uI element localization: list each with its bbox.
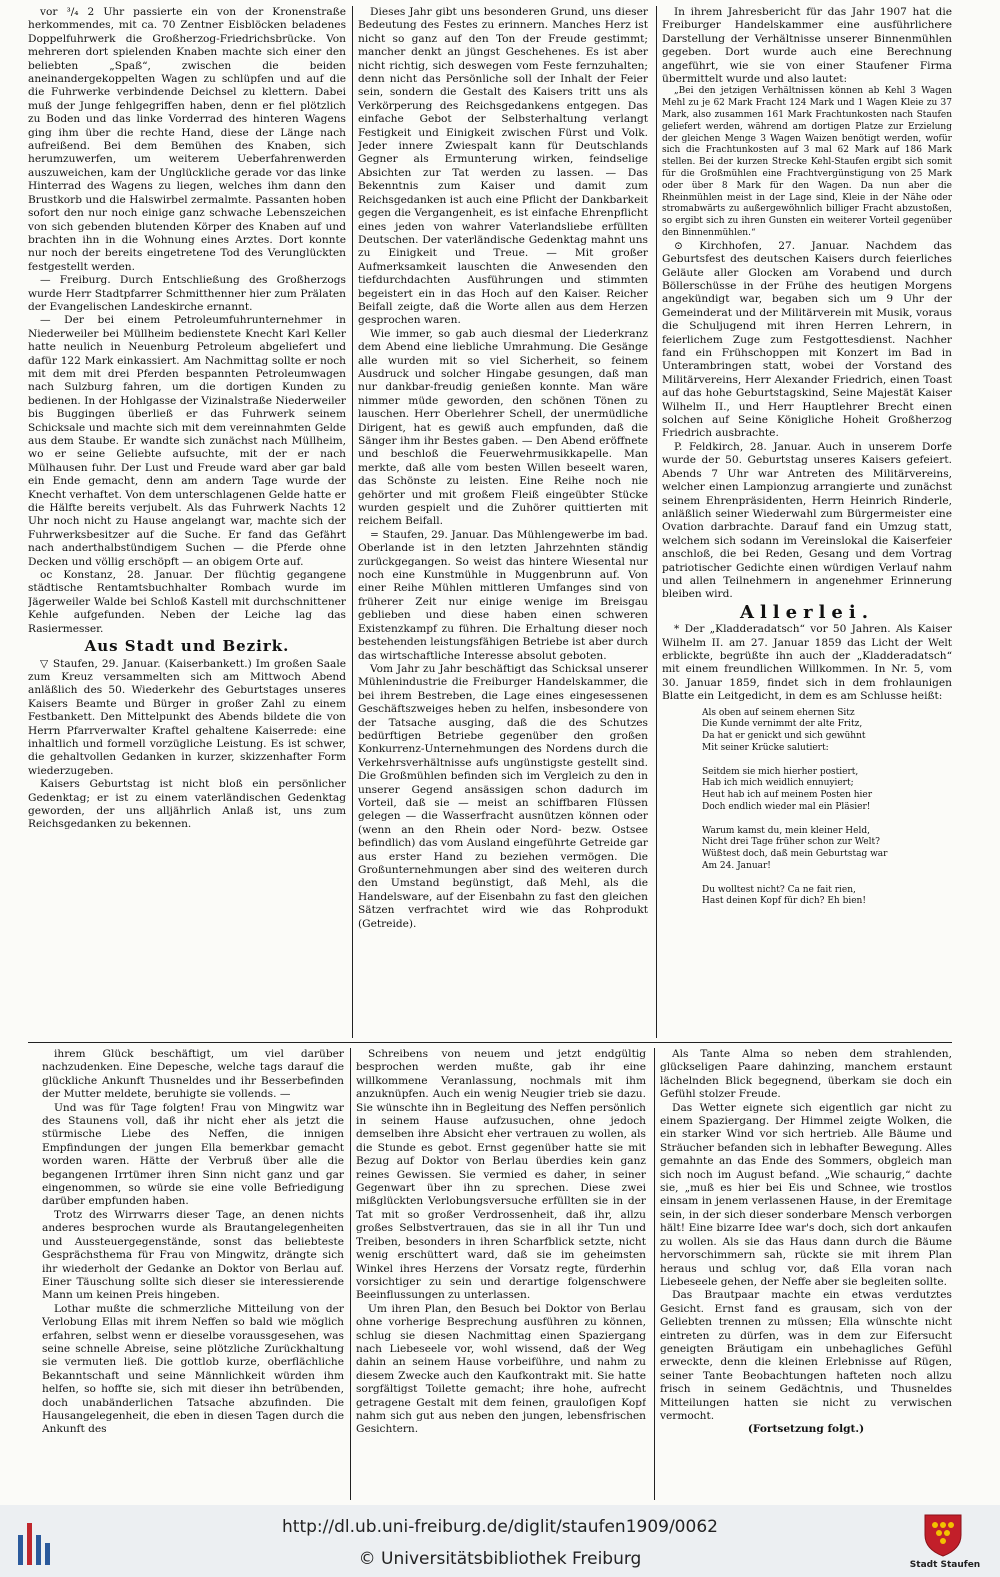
article-paragraph: Um ihren Plan, den Besuch bei Doktor von Berlau ohne vorherige Besprechung ausführen zu können, schlug sie diesen Nachmittag einen Spaziergang nach Liebeseele vor, wohl wissend, daß der Weg dahin an seinem Hause vorbeiführe, und nahm zu diesem Zwecke auch den Kaufkontrakt mit. Sie hatte sorgfältigst Toilette gemacht; ihre hohe, aufrecht getragene Gestalt mit dem feinen, grauloſigen Kopf nahm sich gut aus neben den jungen, lebensfrischen Gesichtern. (356, 1302, 646, 1436)
column-rule (352, 6, 353, 1038)
lower-column-1 (42, 1048, 344, 1500)
source-url[interactable]: http://dl.ub.uni-freiburg.de/diglit/staufen1909/0062 (282, 1517, 718, 1537)
article-paragraph: Und was für Tage folgten! Frau von Mingwitz war des Staunens voll, daß ihr nicht eher als jetzt die stürmische Liebe des Neffen, die innigen Empfindungen der jungen Ella bemerkbar gemacht worden waren. Hätte der Verbruß über alle die begangenen Irrtümer ihren Sinn nicht ganz und gar eingenommen, so würde sie eine volle Befriedigung darüber empfunden haben. (42, 1101, 344, 1208)
article-paragraph: Schreibens von neuem und jetzt endgültig besprochen werden mußte, gab ihr eine willkommene Veranlassung, nochmals mit ihm anzuknüpfen. Auch ein wenig Neugier trieb sie dazu. Sie wünschte ihn in Begleitung des Neffen persönlich in seinem Hause aufzusuchen, ohne jedoch demselben ihre Absicht eher vertrauen zu wollen, als die Stunde es gebot. Ernst gegenüber hatte sie mit Bezug auf Doktor von Berlau überdies kein ganz reines Gewissen. Sie vermied es daher, in seiner Gegenwart über ihn zu sprechen. Diese zwei mißglückten Verlobungsversuche erfüllten sie in der Tat mit so großer Verdrossenheit, daß ihr, allzu großes Selbstvertrauen, das sie in all ihr Tun und Treiben, besonders in ihren Scharfblick setzte, nicht wenig erschüttert ward, daß sie im geheimsten Winkel ihres Herzens der Vorsatz regte, fürderhin vorsichtiger zu sein und derartige folgenschwere Beeinflussungen zu unterlassen. (356, 1048, 646, 1302)
article-paragraph: Kaisers Geburtstag ist nicht bloß ein persönlicher Gedenktag; er ist zu einem vaterländischen Gedenktag geworden, der uns alljährlich Anlaß ist, uns zum Reichsgedanken zu bekennen. (28, 778, 346, 831)
column-rule (350, 1048, 351, 1500)
article-paragraph: * Der „Kladderadatsch“ vor 50 Jahren. Als Kaiser Wilhelm II. am 27. Januar 1859 das Licht der Welt erblickte, begrüßte ihn auch der „Kladderadatsch“ mit einem freundlichen Willkommen. In Nr. 5, vom 30. Januar 1859, findet sich in dem frohlaunigen Blatte ein Leitgedicht, in dem es am Schlusse heißt: (662, 623, 952, 703)
article-paragraph: Lothar mußte die schmerzliche Mitteilung von der Verlobung Ellas mit ihrem Neffen so bald wie möglich erfahren, selbst wenn er dieselbe voraussgesehen, was seine schnelle Abreise, seine plötzliche Zurückhaltung sie vermuten ließ. Die gottlob kurze, oberflächliche Bekanntschaft und seine Männlichkeit würden ihm helfen, so hoffte sie, sich mit dieser ihn betrübenden, doch unabänderlichen Tatsache abzufinden. Die Hausangelegenheit, die eben in diesen Tagen durch die Ankunft des (42, 1302, 344, 1436)
article-paragraph: Dieses Jahr gibt uns besonderen Grund, uns dieser Bedeutung des Festes zu erinnern. Manches Herz ist nicht so ganz auf den Ton der Freude gestimmt; mancher denkt an jüngst Geschehenes. Es ist aber nicht richtig, sich deswegen vom Feste fernzuhalten; denn nicht das Persönliche soll der Inhalt der Feier sein, sondern die Gestalt des Kaisers tritt uns als Verkörperung des Reichsgedankens entgegen. Das einfache Gebot der Selbsterhaltung verlangt Festigkeit und Einigkeit zwischen Fürst und Volk. Jeder innere Zwiespalt kann für Deutschlands Gegner als Ermunterung wirken, feindselige Absichten zur Tat werden zu lassen. — Das Bekenntnis zum Kaiser und damit zum Reichsgedanken ist auch eine Pflicht der Dankbarkeit gegen die Vergangenheit, es ist einfache Ehrenpflicht eines jeden von wahrer Vaterlandsliebe erfüllten Deutschen. Der vaterländische Gedenktag mahnt uns zu Einigkeit und Treue. — Mit großer Aufmerksamkeit lauschten die Anwesenden den tiefdurchdachten Ausführungen und stimmten begeistert ein in das Hoch auf den Kaiser. Reicher Beifall zeigte, daß die Worte allen aus dem Herzen gesprochen waren. (358, 6, 648, 327)
article-paragraph: Als Tante Alma so neben dem strahlenden, glückseligen Paare dahinzing, manchem erstaunt lächelnden Blick begegnend, überkam sie doch ein Gefühl stolzer Freude. (660, 1048, 952, 1101)
column-rule (654, 1048, 655, 1500)
upper-column-2 (358, 6, 648, 1038)
article-paragraph: ⊙ Kirchhofen, 27. Januar. Nachdem das Geburtsfest des deutschen Kaisers durch feierliches Geläute aller Glocken am Vorabend und durch Böllerschüsse in der Frühe des heutigen Morgens angekündigt war, begaben sich um 9 Uhr der Gemeinderat und der Militärverein mit Musik, voraus die Schuljugend mit ihren Herren Lehrern, in feierlichem Zuge zum Festgottesdienst. Nachher fand ein Frühschoppen mit Konzert im Bad in Unterambringen statt, wobei der Vorstand des Militärvereins, Herr Alexander Friedrich, einen Toast auf das hohe Geburtstagskind, Seine Majestät Kaiser Wilhelm II., und Herr Hauptlehrer Brecht einen solchen auf Seine Königliche Hoheit Großherzog Friedrich ausbrachte. (662, 239, 952, 440)
crest-label: Stadt Staufen (909, 1560, 981, 1570)
article-paragraph: ihrem Glück beschäftigt, um viel darüber nachzudenken. Eine Depesche, welche tags darauf die glückliche Ankunft Thusneldes und ihr Besserbefinden der Mutter meldete, beruhigte sie vollends. — (42, 1048, 344, 1101)
article-paragraph: Wie immer, so gab auch diesmal der Liederkranz dem Abend eine liebliche Umrahmung. Die Gesänge alle wurden mit so viel Sicherheit, so feinem Ausdruck und solcher Hingabe gesungen, daß man nur dankbar-freudig genießen konnte. Man wäre nimmer müde geworden, den schönen Tönen zu lauschen. Herr Oberlehrer Schell, der unermüdliche Dirigent, hat es gewiß auch empfunden, daß die Sänger ihm ihr Bestes gaben. — Den Abend eröffnete und beschloß die Feuerwehrmusikkapelle. Man merkte, daß alle vom besten Willen beseelt waren, das Schönste zu leisten. Eine Reihe noch nie gehörter und mit großem Fleiß eingeübter Stücke wurden gespielt und die Zuhörer quittierten mit reichem Beifall. (358, 327, 648, 528)
article-paragraph: — Freiburg. Durch Entschließung des Großherzogs wurde Herr Stadtpfarrer Schmitthenner hier zum Prälaten der Evangelischen Landeskirche ernannt. (28, 274, 346, 313)
continuation-note: (Fortsetzung folgt.) (747, 1423, 865, 1436)
article-paragraph: — Der bei einem Petroleumfuhrunternehmer in Niederweiler bei Müllheim bedienstete Knecht Karl Keller hatte neulich in Neuenburg Petroleum abgeliefert und dafür 122 Mark einkassiert. Am Nachmittag sollte er noch mit dem mit drei Pferden bespannten Petroleumwagen nach Sulzburg fahren, um die dortigen Kunden zu bedienen. In der Hohlgasse der Vizinalstraße Niederweiler bis Buggingen überließ er das Fuhrwerk seinem Schicksale und machte sich mit dem vereinnahmten Gelde aus dem Staube. Er wandte sich zunächst nach Müllheim, wo er seine Geliebte aufsuchte, mit der er nach Mülhausen fuhr. Der Lust und Freude ward aber gar bald ein Ende gemacht, denn am andern Tage wurde der Knecht verhaftet. Von dem unterschlagenen Gelde hatte er die Hälfte bereits verjubelt. Als das Fuhrwerk Nachts 12 Uhr noch nicht zu Hause angelangt war, machte sich der Fuhrwerksbesitzer auf die Suche. Er fand das Gefährt nach anderthalbstündigem Suchen — die Pferde ohne Decken und völlig erschöpft — an obigem Orte auf. (28, 314, 346, 568)
staufen-coat-of-arms-icon (923, 1513, 963, 1557)
section-heading: Aus Stadt und Bezirk. (84, 637, 290, 656)
article-paragraph: In ihrem Jahresbericht für das Jahr 1907 hat die Freiburger Handelskammer eine ausführlichere Darstellung der Verhältnisse unserer Binnenmühlen gegeben. Dort wurde auch eine Berechnung angeführt, wie sie von einer Staufener Firma übermittelt wurde und also lautet: (662, 6, 952, 86)
viewer-footer (0, 1505, 1000, 1577)
page-divider (28, 1042, 952, 1043)
article-paragraph: ▽ Staufen, 29. Januar. (Kaiserbankett.) Im großen Saale zum Kreuz versammelten sich am Mittwoch Abend anläßlich des 50. Wiederkehr des Geburtstages unseres Kaisers Beamte und Bürger in großer Zahl zu einem Festbankett. Den Mittelpunkt des Abends bildete die von Herrn Pfarrverwalter Kraftel gehaltene Kaiserrede: eine inhaltlich und formell vorzügliche Leistung. Es ist schwer, die gehaltvollen Gedanken in kurzer, skizzenhafter Form wiederzugeben. (28, 657, 346, 777)
article-paragraph: Das Wetter eignete sich eigentlich gar nicht zu einem Spaziergang. Der Himmel zeigte Wolken, die ein starker Wind vor sich hertrieb. Alle Bäume und Sträucher befanden sich in lebhafter Bewegung. Alles gemahnte an das Ende des Sommers, obgleich man sich noch im August befand. „Wie schaurig,“ dachte sie, „muß es hier bei Eis und Schnee, wie trostlos einsam in jenem verlassenen Hause, in der Eremitage sein, in der sich dieser sonderbare Mensch verborgen hält! Eine bizarre Idee war's doch, sich dort ankaufen zu wollen. Als sie das Haus dann durch die Bäume hervorschimmern sah, rückte sie mit ihrem Plan heraus und schlug vor, daß Ella voran nach Liebeseele gehen, der Neffe aber sie begleiten sollte. (660, 1101, 952, 1288)
article-paragraph: = Staufen, 29. Januar. Das Mühlengewerbe im bad. Oberlande ist in den letzten Jahrzehnten ständig zurückgegangen. So weist das hintere Wiesental nur noch eine Kunstmühle in Muggenbrunn auf. Von einer Reihe Mühlen mittleren Umfanges sind von früherer Zeit nur einige wenige im Breisgau geblieben und diese haben einen schweren Existenzkampf zu führen. Die Erhaltung dieser noch bestehenden leistungsfähigen Betriebe ist aber durch das wirtschaftliche Interesse absolut geboten. (358, 528, 648, 662)
article-paragraph: oc Konstanz, 28. Januar. Der flüchtig gegangene städtische Rentamtsbuchhalter Rombach wurde im Jägerweiler Walde bei Schloß Kastell mit durchschnittener Kehle aufgefunden. Neben der Leiche lag das Rasiermesser. (28, 569, 346, 635)
upper-column-3 (662, 6, 952, 1038)
copyright-notice: © Universitätsbibliothek Freiburg (358, 1549, 642, 1569)
article-paragraph: Vom Jahr zu Jahr beschäftigt das Schicksal unserer Mühlenindustrie die Freiburger Handelskammer, die bei ihrem Bestreben, die Lage eines eingesessenen Geschäftszweiges heben zu helfen, insbesondere von der Tatsache ausging, daß die des Schutzes bedürftigen Betriebe gegenüber den großen Konkurrenz-Unternehmungen des Nordens durch die Verkehrsverhältnisse aufs ungünstigste gestellt sind. Die Großmühlen befinden sich im Vergleich zu den in unserer Gegend ansässigen schon dadurch im Vorteil, daß sie — meist an schiffbaren Flüssen gelegen — die Wasserfracht ausnützen können oder (wenn an den Rhein oder Nord- bezw. Ostsee befindlich) das vom Ausland eingeführte Getreide gar aus erster Hand zu beziehen vermögen. Die Großunternehmungen aber sind des weiteren durch den Umstand begünstigt, daß Mehl, als die Handelsware, auf der Eisenbahn zu fast den gleichen Sätzen verfrachtet wird wie das Rohprodukt (Getreide). (358, 662, 648, 930)
section-heading: Allerlei. (740, 601, 874, 623)
quoted-calculation: „Bei den jetzigen Verhältnissen können ab Kehl 3 Wagen Mehl zu je 62 Mark Fracht 124 Mark und 1 Wagen Kleie zu 37 Mark, also zusammen 161 Mark Frachtunkosten nach Staufen geliefert werden, während am dortigen Platze zur Erzielung der gleichen Menge 3 Wagen Waizen benötigt werden, wofür sich die Frachtunkosten auf 3 mal 62 Mark auf 186 Mark stellen. Bei der kurzen Strecke Kehl-Staufen ergibt sich somit für die Großmühlen eine Frachtvergünstigung von 25 Mark oder über 8 Mark für den Wagen. Da nun aber die Rheinmühlen meist in der Lage sind, Kleie in der Nähe oder stromabwärts zu außergewöhnlich billiger Fracht abzustoßen, so ergibt sich zu ihren Gunsten ein weiterer Vorteil gegenüber den Binnenmühlen.“ (662, 86, 952, 238)
upper-column-1 (28, 6, 346, 1038)
article-paragraph: Trotz des Wirrwarrs dieser Tage, an denen nichts anderes besprochen wurde als Brautangelegenheiten und Aussteuergegenstände, sonst das beliebteste Gesprächsthema für Frau von Mingwitz, drängte sich ihr wiederholt der Gedanke an Doktor von Berlau auf. Einer Täuschung sollte sich dieser sie interessierende Mann um keinen Preis hingeben. (42, 1208, 344, 1302)
poem-verse: Als oben auf seinem ehernen Sitz Die Kunde vernimmt der alte Fritz, Da hat er genickt und sich gewühnt Mit seiner Krücke salutiert: Seitdem sie mich hierher postiert, Hab ich mich weidlich ennuyiert; Heut hab ich auf meinem Posten hier Doch endlich wieder mal ein Pläsier! Warum kamst du, mein kleiner Held, Nicht drei Tage früher schon zur Welt? Wüßtest doch, daß mein Geburtstag war Am 24. Januar! Du wolltest nicht? Ca ne fait rien, Hast deinen Kopf für dich? Eh bien! (702, 707, 888, 907)
article-paragraph: P. Feldkirch, 28. Januar. Auch in unserem Dorfe wurde der 50. Geburtstag unseres Kaisers gefeiert. Abends 7 Uhr war Antreten des Militärvereins, welcher einen Lampionzug arrangierte und zunächst seinem Ehrenpräsidenten, Herrn Heinrich Rinderle, anläßlich seiner Wiederwahl zum Bürgermeister eine Ovation darbrachte. Darauf fand ein Umzug statt, welchem sich sodann im Vereinslokal die Kaiserfeier anschloß, die bei Reden, Gesang und dem Vortrag patriotischer Gedichte einen würdigen Verlauf nahm und allen Teilnehmern in angenehmer Erinnerung bleiben wird. (662, 440, 952, 601)
lower-column-3 (660, 1048, 952, 1500)
column-rule (656, 6, 657, 1038)
article-paragraph: Das Brautpaar machte ein etwas verdutztes Gesicht. Ernst fand es grausam, sich von der Geliebten trennen zu müssen; Ella wünschte nicht eintreten zu dürfen, was in dem zur Eifersucht geneigten Bräutigam ein unbehagliches Gefühl erweckte, denn die kleinen Erlebnisse auf Rügen, seiner Tante Beobachtungen hafteten noch allzu frisch in seinem Gedächtnis, und Thusneldes Mitteilungen hatten sie nicht zu verwischen vermocht. (660, 1289, 952, 1422)
lower-column-2 (356, 1048, 646, 1500)
article-paragraph: vor ³/₄ 2 Uhr passierte ein von der Kronenstraße herkommendes, mit ca. 70 Zentner Eisblöcken beladenes Doppelfuhrwerk die Großherzog-Friedrichsbrücke. Von mehreren dort spielenden Knaben machte sich einer den beliebten „Spaß“, zwischen die beiden aneinandergekoppelten Wagen zu schlüpfen und auf die die Fuhrwerke verbindende Deichsel zu klettern. Dabei muß der Junge fehlgegriffen haben, denn er fiel plötzlich zu Boden und das linke Vorderrad des hinteren Wagens ging ihm über die rechte Hand, diese der Länge nach aufreißend. Bei dem Bemühen des Knaben, sich herumzuwerfen, um weiterem Ueberfahrenwerden auszuweichen, kam der Unglückliche gerade vor das linke Hinterrad des Wagens zu liegen, welches ihm dann den Brustkorb und die Halswirbel zermalmte. Passanten hoben sofort den nur noch einige ganz schwache Lebenszeichen von sich gebenden blutenden Körper des Knaben auf und brachten ihn in die Wohnung eines Arztes. Dort konnte nur noch der bereits eingetretene Tod des Verunglückten festgestellt werden. (28, 6, 346, 273)
